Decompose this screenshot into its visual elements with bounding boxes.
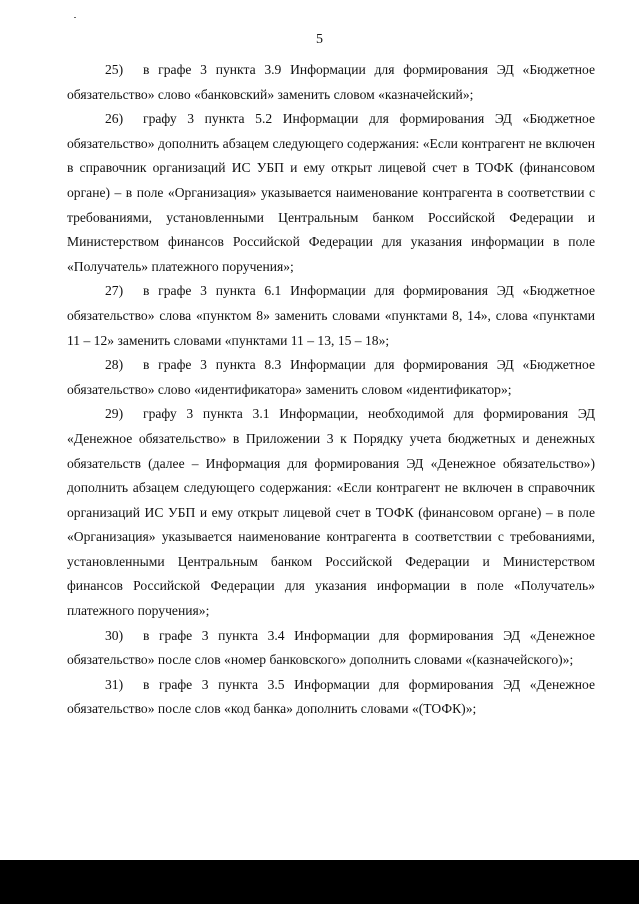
scan-bottom-border bbox=[0, 860, 639, 904]
list-item bbox=[67, 107, 595, 279]
item-text: в графе 3 пункта 3.4 Информации для формирования ЭД «Денежное обязательство» после слов «номер банковского» дополнить словами «(казначейского)»; bbox=[67, 627, 595, 668]
list-item bbox=[67, 279, 595, 353]
item-text: в графе 3 пункта 6.1 Информации для формирования ЭД «Бюджетное обязательство» слова «пунктом 8» заменить словами «пунктами 8, 14», слова «пунктами 11 – 12» заменить словами «пунктами 11 – 13, 15 – 18»; bbox=[67, 283, 595, 348]
item-text: в графе 3 пункта 3.5 Информации для формирования ЭД «Денежное обязательство» после слов «код банка» дополнить словами «(ТОФК)»; bbox=[67, 676, 595, 717]
item-text: в графе 3 пункта 3.9 Информации для формирования ЭД «Бюджетное обязательство» слово «банковский» заменить словом «казначейский»; bbox=[67, 62, 595, 102]
list-item bbox=[67, 353, 595, 402]
item-number: 31) bbox=[105, 676, 124, 692]
page-number: 5 bbox=[316, 32, 323, 47]
item-text: графу 3 пункта 3.1 Информации, необходимой для формирования ЭД «Денежное обязательство» в Приложении 3 к Порядку учета бюджетных и денежных обязательств (далее – Информация для формирования ЭД «Денежное обязательство») дополнить абзацем следующего содержания: «Если контрагент не включен в справочник организаций ИС УБП и ему открыт лицевой счет в ТОФК (финансовом органе) – в поле «Организация» указывается наименование контрагента в соответствии с требованиями, установленными Центральным банком Российской Федерации и Министерством финансов Российской Федерации для указания информации в поле «Получатель» платежного поручения»; bbox=[67, 406, 595, 619]
scan-speck bbox=[74, 17, 76, 18]
list-item bbox=[67, 402, 595, 623]
document-body bbox=[67, 58, 595, 722]
item-number: 27) bbox=[105, 283, 124, 299]
item-number: 28) bbox=[105, 357, 124, 373]
item-text: в графе 3 пункта 8.3 Информации для формирования ЭД «Бюджетное обязательство» слово «идентификатора» заменить словом «идентификатор»; bbox=[67, 357, 595, 397]
list-item bbox=[67, 673, 595, 722]
item-text: графу 3 пункта 5.2 Информации для формирования ЭД «Бюджетное обязательство» дополнить абзацем следующего содержания: «Если контрагент не включен в справочник организаций ИС УБП и ему открыт лицевой счет в ТОФК (финансовом органе) – в поле «Организация» указывается наименование контрагента в соответствии с требованиями, установленными Центральным банком Российской Федерации и Министерством финансов Российской Федерации для указания информации в поле «Получатель» платежного поручения»; bbox=[67, 111, 595, 274]
list-item bbox=[67, 58, 595, 107]
item-number: 26) bbox=[105, 111, 124, 127]
item-number: 30) bbox=[105, 627, 124, 643]
item-number: 25) bbox=[105, 62, 124, 77]
item-number: 29) bbox=[105, 406, 124, 422]
list-item bbox=[67, 624, 595, 673]
